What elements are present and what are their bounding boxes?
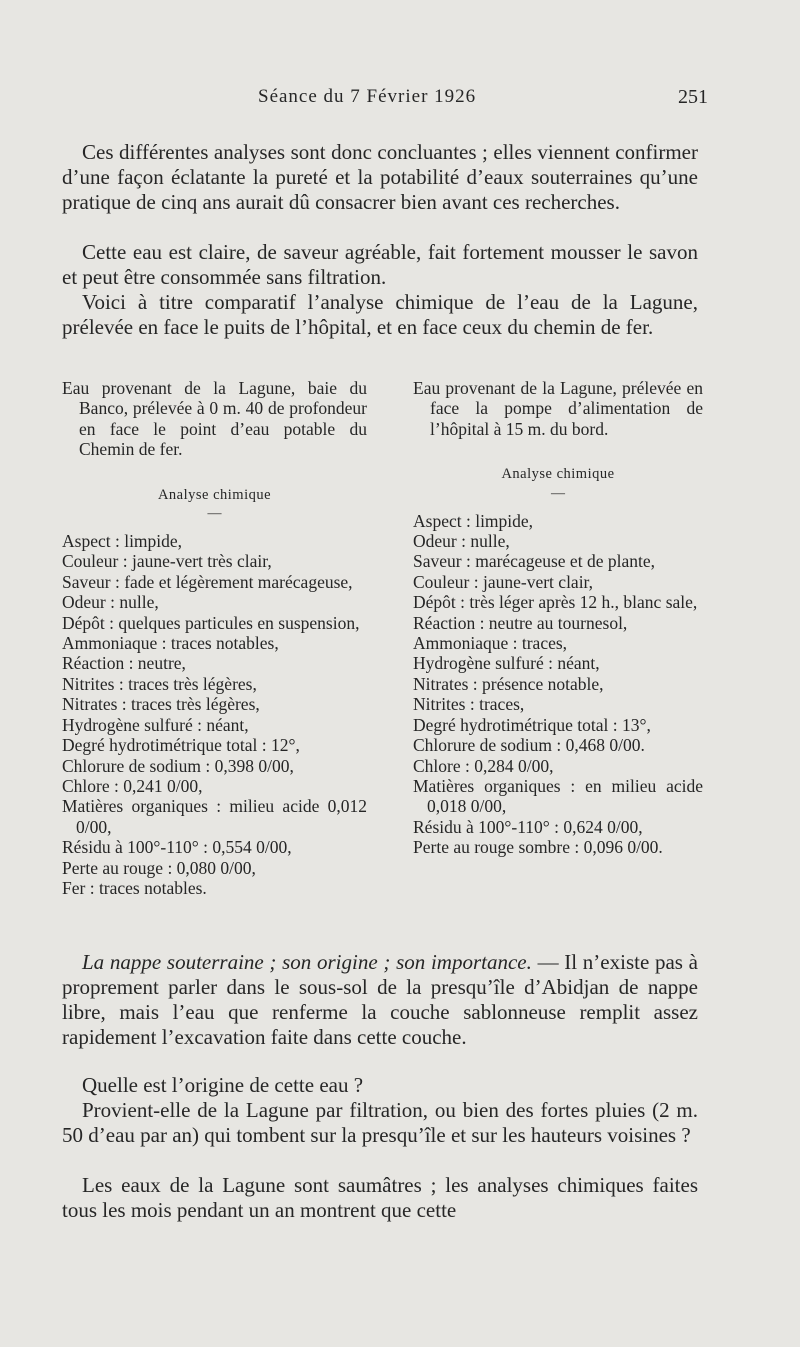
list-item: Degré hydrotimétrique total : 12°,	[62, 735, 300, 756]
analysis-column-right	[413, 378, 703, 858]
paragraph-conclusions: Ces différentes analyses sont donc concluantes ; elles viennent confirmer d’une façon éclatante la pureté et la potabilité d’eaux souterraines qu’une pratique de cinq ans aurait dû consacrer bien avant ces recherches.	[62, 140, 698, 214]
list-item: Nitrates : présence notable,	[413, 673, 604, 694]
running-header	[0, 86, 800, 116]
page-number: 251	[678, 86, 708, 108]
list-item: Résidu à 100°-110° : 0,554 0/00,	[62, 837, 292, 858]
list-item: Ammoniaque : traces,	[413, 633, 568, 654]
list-item: Nitrites : traces très légères,	[62, 673, 257, 694]
list-item: Dépôt : quelques particules en suspension,	[62, 612, 360, 633]
list-item: Résidu à 100°-110° : 0,624 0/00,	[413, 816, 643, 837]
list-item: Odeur : nulle,	[62, 592, 159, 613]
dash-separator: —	[207, 506, 222, 522]
paragraph-comparison: Voici à titre comparatif l’analyse chimique de l’eau de la Lagune, prélevée en face le puits de l’hôpital, et en face ceux du chemin de fer.	[62, 290, 698, 339]
list-item: Chlore : 0,284 0/00,	[413, 755, 554, 776]
list-item: Dépôt : très léger après 12 h., blanc sale,	[413, 592, 698, 613]
paragraph-water-quality: Cette eau est claire, de saveur agréable, fait fortement mousser le savon et peut être consommée sans filtration.	[62, 240, 698, 289]
column-subheading: Analyse chimique	[157, 486, 272, 503]
header-title: Séance du 7 Février 1926	[258, 86, 477, 107]
list-item: Couleur : jaune-vert très clair,	[62, 551, 272, 572]
list-item: Fer : traces notables.	[62, 877, 207, 898]
list-item: Matières organiques : milieu acide 0,012 0/00,	[62, 796, 367, 837]
paragraph-brackish: Les eaux de la Lagune sont saumâtres ; les analyses chimiques faites tous les mois pendant un an montrent que cette	[62, 1173, 698, 1222]
section-paragraph	[62, 950, 698, 1050]
list-item: Saveur : fade et légèrement marécageuse,	[62, 571, 353, 592]
list-item: Perte au rouge : 0,080 0/00,	[62, 857, 256, 878]
analysis-column-left	[62, 378, 367, 898]
list-item: Aspect : limpide,	[413, 510, 534, 531]
list-item: Matières organiques : en milieu acide 0,018 0/00,	[413, 775, 703, 817]
list-item: Perte au rouge sombre : 0,096 0/00.	[413, 837, 663, 858]
list-item: Chlorure de sodium : 0,468 0/00.	[413, 735, 645, 756]
paragraph-origin-question: Quelle est l’origine de cette eau ?	[82, 1073, 364, 1097]
list-item: Aspect : limpide,	[62, 531, 183, 552]
list-item: Hydrogène sulfuré : néant,	[62, 714, 249, 735]
column-heading: Eau provenant de la Lagune, baie du Banco, prélevée à 0 m. 40 de profondeur en face le point d’eau potable du Chemin de fer.	[62, 378, 367, 460]
list-item: Réaction : neutre au tournesol,	[413, 612, 628, 633]
list-item: Odeur : nulle,	[413, 531, 510, 552]
list-item: Couleur : jaune-vert clair,	[413, 571, 594, 592]
list-item: Chlore : 0,241 0/00,	[62, 775, 203, 796]
dash-separator: —	[551, 485, 565, 501]
column-subheading: Analyse chimique	[501, 466, 615, 483]
list-item: Ammoniaque : traces notables,	[62, 633, 279, 654]
list-item: Nitrites : traces,	[413, 694, 525, 715]
analysis-list	[62, 531, 367, 898]
section-intro: — Il n’existe pas à proprement parler dans le sous-sol de la presqu’île d’Abidjan de nappe libre, mais l’eau que renferme la couche sablonneuse remplit assez rapidement l’excavation faite dans cette couche.	[62, 950, 698, 1049]
section-title: La nappe souterraine ; son origine ; son importance.	[82, 950, 532, 974]
list-item: Hydrogène sulfuré : néant,	[413, 653, 600, 674]
column-heading: Eau provenant de la Lagune, prélevée en face la pompe d’alimentation de l’hôpital à 15 m. du bord.	[413, 378, 703, 439]
paragraph-filtration: Provient-elle de la Lagune par filtration, ou bien des fortes pluies (2 m. 50 d’eau par an) qui tombent sur la presqu’île et sur les hauteurs voisines ?	[62, 1098, 698, 1147]
list-item: Saveur : marécageuse et de plante,	[413, 551, 655, 572]
list-item: Nitrates : traces très légères,	[62, 694, 260, 715]
list-item: Réaction : neutre,	[62, 653, 186, 674]
analysis-list	[413, 511, 703, 858]
list-item: Chlorure de sodium : 0,398 0/00,	[62, 755, 294, 776]
list-item: Degré hydrotimétrique total : 13°,	[413, 714, 651, 735]
